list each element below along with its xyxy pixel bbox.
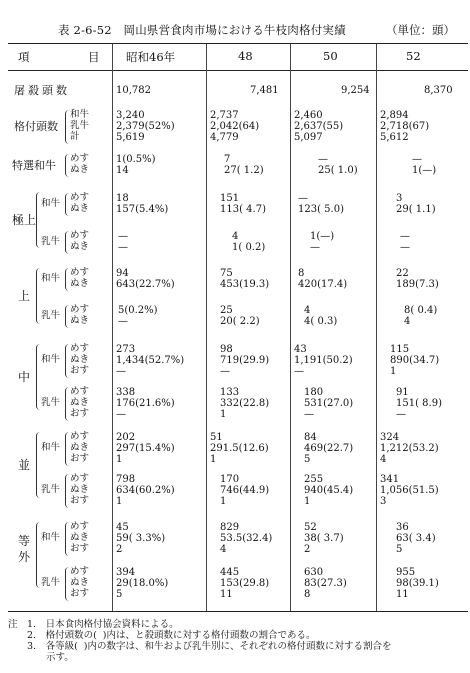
column-divider bbox=[112, 44, 113, 611]
table-cell: 84 469(22.7) 5 bbox=[304, 432, 354, 465]
table-cell: 8 420(17.4) bbox=[298, 268, 348, 290]
brace bbox=[65, 305, 69, 328]
sex-steer: ぬき bbox=[70, 397, 90, 408]
sex-steer: ぬき bbox=[70, 164, 90, 175]
table-cell: 955 98(39.1) 11 bbox=[396, 567, 439, 600]
brace bbox=[36, 432, 40, 498]
header-item-a: 項 bbox=[18, 50, 30, 64]
brace bbox=[65, 567, 69, 601]
sex-male: おす bbox=[70, 588, 90, 599]
sex-steer: ぬき bbox=[70, 203, 90, 214]
table-cell: 115 890(34.7) 1 bbox=[390, 344, 440, 377]
sex-female: めす bbox=[70, 343, 90, 354]
table-cell: 133 332(22.8) 1 bbox=[220, 387, 270, 420]
table-cell: 8( 0.4) 4 bbox=[404, 305, 438, 327]
footnote: 注 1. 日本食肉格付協会資料による。 bbox=[8, 619, 179, 630]
table-cell: 98 719(29.9) — bbox=[220, 344, 270, 377]
sex-steer: ぬき bbox=[70, 315, 90, 326]
footnote: 2. 格付頭数の( )内は、と殺頭数に対する格付頭数の割合である。 bbox=[8, 630, 316, 641]
header-year-48: 48 bbox=[238, 49, 253, 63]
table-cell: 52 38( 3.7) 2 bbox=[304, 522, 344, 555]
grade-nami: 並 bbox=[18, 458, 31, 472]
brace bbox=[65, 231, 69, 254]
table-cell: 3,240 2,379(52%) 5,619 bbox=[116, 110, 175, 143]
column-divider bbox=[290, 44, 291, 611]
table-cell: 45 59( 3.3%) 2 bbox=[116, 522, 166, 555]
sex-male: おす bbox=[70, 453, 90, 464]
table-cell: 4 4( 0.3) bbox=[304, 305, 338, 327]
table-cell: 151 113( 4.7) bbox=[220, 193, 266, 215]
footnote: 示す。 bbox=[8, 652, 74, 663]
table-cell: 36 63( 3.4) 5 bbox=[396, 522, 436, 555]
sex-female: めす bbox=[70, 230, 90, 241]
table-cell: 445 153(29.8) 11 bbox=[220, 567, 270, 600]
sex-male: おす bbox=[70, 543, 90, 554]
header-rule bbox=[8, 70, 468, 71]
table-cell: 630 83(27.3) 8 bbox=[304, 567, 347, 600]
label-special: 特選和牛 bbox=[12, 159, 56, 172]
brace bbox=[65, 110, 69, 144]
table-cell: 51 291.5(12.6) 1 bbox=[210, 432, 269, 465]
brace bbox=[65, 344, 69, 378]
brace bbox=[65, 387, 69, 421]
header-item-b: 目 bbox=[88, 50, 100, 64]
table-cell: 202 297(15.4%) 1 bbox=[116, 432, 175, 465]
sex-steer: ぬき bbox=[70, 532, 90, 543]
brace bbox=[65, 268, 69, 291]
table-cell: 394 29(18.0%) 5 bbox=[116, 567, 169, 600]
graded-sub-3: 計 bbox=[70, 131, 80, 142]
breed-wagyu: 和牛 bbox=[41, 198, 61, 209]
sex-female: めす bbox=[70, 566, 90, 577]
sex-male: おす bbox=[70, 408, 90, 419]
table-cell: 255 940(45.4) 1 bbox=[304, 474, 354, 507]
table-cell: — — bbox=[400, 231, 410, 253]
header-year-46: 昭和46年 bbox=[126, 50, 176, 64]
sex-female: めす bbox=[70, 192, 90, 203]
table-cell: 10,782 bbox=[116, 85, 151, 96]
sex-female: めす bbox=[70, 153, 90, 164]
table-title bbox=[0, 22, 470, 40]
sex-steer: ぬき bbox=[70, 241, 90, 252]
sex-female: めす bbox=[70, 304, 90, 315]
table-cell: 7,481 bbox=[250, 85, 279, 96]
breed-nyugyu: 乳牛 bbox=[41, 397, 61, 408]
column-divider bbox=[206, 44, 207, 611]
sex-male: おす bbox=[70, 365, 90, 376]
table-cell: 829 53.5(32.4) 4 bbox=[220, 522, 273, 555]
grade-togai-1: 等 bbox=[18, 534, 31, 548]
brace bbox=[36, 344, 40, 410]
breed-wagyu: 和牛 bbox=[41, 273, 61, 284]
title-text: 表 2-6-52 岡山県営食肉市場における牛枝肉格付実績 bbox=[58, 23, 346, 37]
sex-male: おす bbox=[70, 495, 90, 506]
table-cell: — 1(—) bbox=[412, 154, 437, 176]
grade-togai-2: 外 bbox=[18, 550, 31, 564]
sex-steer: ぬき bbox=[70, 278, 90, 289]
table-cell: 170 746(44.9) 1 bbox=[220, 474, 270, 507]
bottom-rule bbox=[8, 611, 468, 612]
label-slaughter: 屠殺頭数 bbox=[14, 84, 70, 97]
table-cell: 22 189(7.3) bbox=[396, 268, 439, 290]
graded-sub-2: 乳牛 bbox=[70, 120, 90, 131]
breed-wagyu: 和牛 bbox=[41, 442, 61, 453]
brace bbox=[65, 154, 69, 177]
table-cell: 1(—) — bbox=[310, 231, 335, 253]
table-cell: 273 1,434(52.7%) — bbox=[116, 344, 185, 377]
sex-female: めす bbox=[70, 521, 90, 532]
table-cell: — 123( 5.0) bbox=[298, 193, 344, 215]
brace bbox=[65, 522, 69, 556]
sex-steer: ぬき bbox=[70, 484, 90, 495]
table-cell: 7 27( 1.2) bbox=[224, 154, 264, 176]
label-graded: 格付頭数 bbox=[14, 120, 58, 133]
table-cell: 75 453(19.3) bbox=[220, 268, 270, 290]
table-cell: 324 1,212(53.2) 4 bbox=[380, 432, 439, 465]
breed-nyugyu: 乳牛 bbox=[41, 310, 61, 321]
brace bbox=[36, 192, 40, 248]
breed-wagyu: 和牛 bbox=[41, 532, 61, 543]
breed-wagyu: 和牛 bbox=[41, 354, 61, 365]
grade-jo: 上 bbox=[18, 289, 31, 303]
table-cell: 341 1,056(51.5) 3 bbox=[380, 474, 439, 507]
column-divider bbox=[376, 44, 377, 611]
sex-steer: ぬき bbox=[70, 442, 90, 453]
table-cell: 798 634(60.2%) 1 bbox=[116, 474, 175, 507]
table-cell: — 25( 1.0) bbox=[318, 154, 358, 176]
brace bbox=[36, 268, 40, 324]
table-cell: 43 1,191(50.2) — bbox=[294, 344, 353, 377]
sex-female: めす bbox=[70, 386, 90, 397]
brace bbox=[36, 522, 40, 588]
table-cell: 180 531(27.0) — bbox=[304, 387, 354, 420]
grade-gokujo: 極上 bbox=[12, 213, 37, 227]
table-cell: 1(0.5%) 14 bbox=[116, 154, 156, 176]
sex-female: めす bbox=[70, 431, 90, 442]
footnote: 3. 各等級( )内の数字は、和牛および乳牛別に、それぞれの格付頭数に対する割合を bbox=[8, 641, 392, 652]
table-cell: 8,370 bbox=[424, 85, 453, 96]
brace bbox=[65, 432, 69, 466]
header-year-50: 50 bbox=[323, 49, 338, 63]
table-cell: 9,254 bbox=[341, 85, 370, 96]
table-cell: 91 151( 8.9) — bbox=[396, 387, 442, 420]
sex-steer: ぬき bbox=[70, 577, 90, 588]
table-cell: 3 29( 1.1) bbox=[396, 193, 436, 215]
table-cell: — — bbox=[118, 231, 128, 253]
breed-nyugyu: 乳牛 bbox=[41, 236, 61, 247]
table-cell: 18 157(5.4%) bbox=[116, 193, 169, 215]
table-cell: 94 643(22.7%) bbox=[116, 268, 175, 290]
sex-female: めす bbox=[70, 473, 90, 484]
breed-nyugyu: 乳牛 bbox=[41, 484, 61, 495]
graded-sub-1: 和牛 bbox=[70, 109, 90, 120]
table-cell: 5(0.2%) — bbox=[118, 305, 158, 327]
brace bbox=[65, 193, 69, 216]
sex-female: めす bbox=[70, 267, 90, 278]
brace bbox=[65, 474, 69, 508]
table-cell: 2,460 2,637(55) 5,097 bbox=[294, 110, 344, 143]
table-cell: 2,894 2,718(67) 5,612 bbox=[380, 110, 430, 143]
table-cell: 2,737 2,042(64) 4,779 bbox=[210, 110, 260, 143]
header-year-52: 52 bbox=[406, 49, 421, 63]
sex-steer: ぬき bbox=[70, 354, 90, 365]
grade-chu: 中 bbox=[18, 370, 31, 384]
table-cell: 4 1( 0.2) bbox=[232, 231, 266, 253]
breed-nyugyu: 乳牛 bbox=[41, 577, 61, 588]
table-cell: 25 20( 2.2) bbox=[220, 305, 260, 327]
unit-label: （単位：頭） bbox=[386, 23, 455, 37]
table-cell: 338 176(21.6%) — bbox=[116, 387, 175, 420]
top-rule bbox=[8, 43, 468, 44]
